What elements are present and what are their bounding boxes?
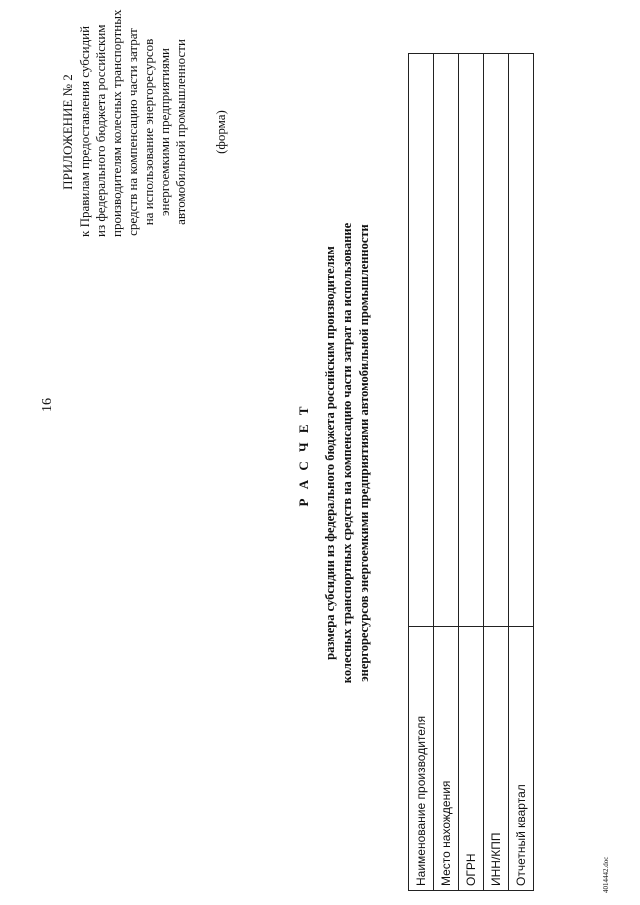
row-value-location[interactable] bbox=[434, 54, 459, 627]
row-value-ogrn[interactable] bbox=[459, 54, 484, 627]
table-row bbox=[459, 54, 484, 891]
appendix-line: энергоемкими предприятиями bbox=[157, 47, 172, 217]
table-row bbox=[434, 54, 459, 891]
producer-info-table bbox=[408, 53, 534, 891]
appendix-title: ПРИЛОЖЕНИЕ № 2 bbox=[60, 74, 75, 190]
table-row bbox=[409, 54, 434, 891]
subtitle-line: энергоресурсов энергоемкими предприятиями автомобильной промышленности bbox=[357, 224, 371, 682]
appendix-line: из федерального бюджета российским bbox=[93, 24, 108, 237]
row-label-producer-name: Наименование производителя bbox=[409, 627, 434, 891]
row-value-producer-name[interactable] bbox=[409, 54, 434, 627]
appendix-line: к Правилам предоставления субсидий bbox=[77, 25, 92, 237]
form-label: (форма) bbox=[213, 110, 228, 154]
row-label-reporting-quarter: Отчетный квартал bbox=[509, 627, 534, 891]
table-row bbox=[484, 54, 509, 891]
table-row bbox=[509, 54, 534, 891]
row-label-inn-kpp: ИНН/КПП bbox=[484, 627, 509, 891]
row-value-reporting-quarter[interactable] bbox=[509, 54, 534, 627]
document-id: 4014442.doc bbox=[602, 856, 610, 893]
appendix-line: производителям колесных транспортных bbox=[109, 9, 124, 237]
row-label-ogrn: ОГРН bbox=[459, 627, 484, 891]
calculation-subtitle bbox=[322, 101, 373, 805]
subtitle-line: колесных транспортных средств на компенсацию части затрат на использование bbox=[340, 222, 354, 684]
appendix-line: на использование энергоресурсов bbox=[141, 38, 156, 226]
row-value-inn-kpp[interactable] bbox=[484, 54, 509, 627]
appendix-line: средств на компенсацию части затрат bbox=[125, 28, 140, 236]
row-label-location: Место нахождения bbox=[434, 627, 459, 891]
calculation-title: Р А С Ч Е Т bbox=[296, 403, 311, 507]
page-number: 16 bbox=[40, 398, 55, 412]
appendix-block bbox=[60, 9, 229, 237]
appendix-line: автомобильной промышленности bbox=[173, 39, 188, 225]
subtitle-line: размера субсидии из федерального бюджета российским производителям bbox=[323, 246, 337, 660]
